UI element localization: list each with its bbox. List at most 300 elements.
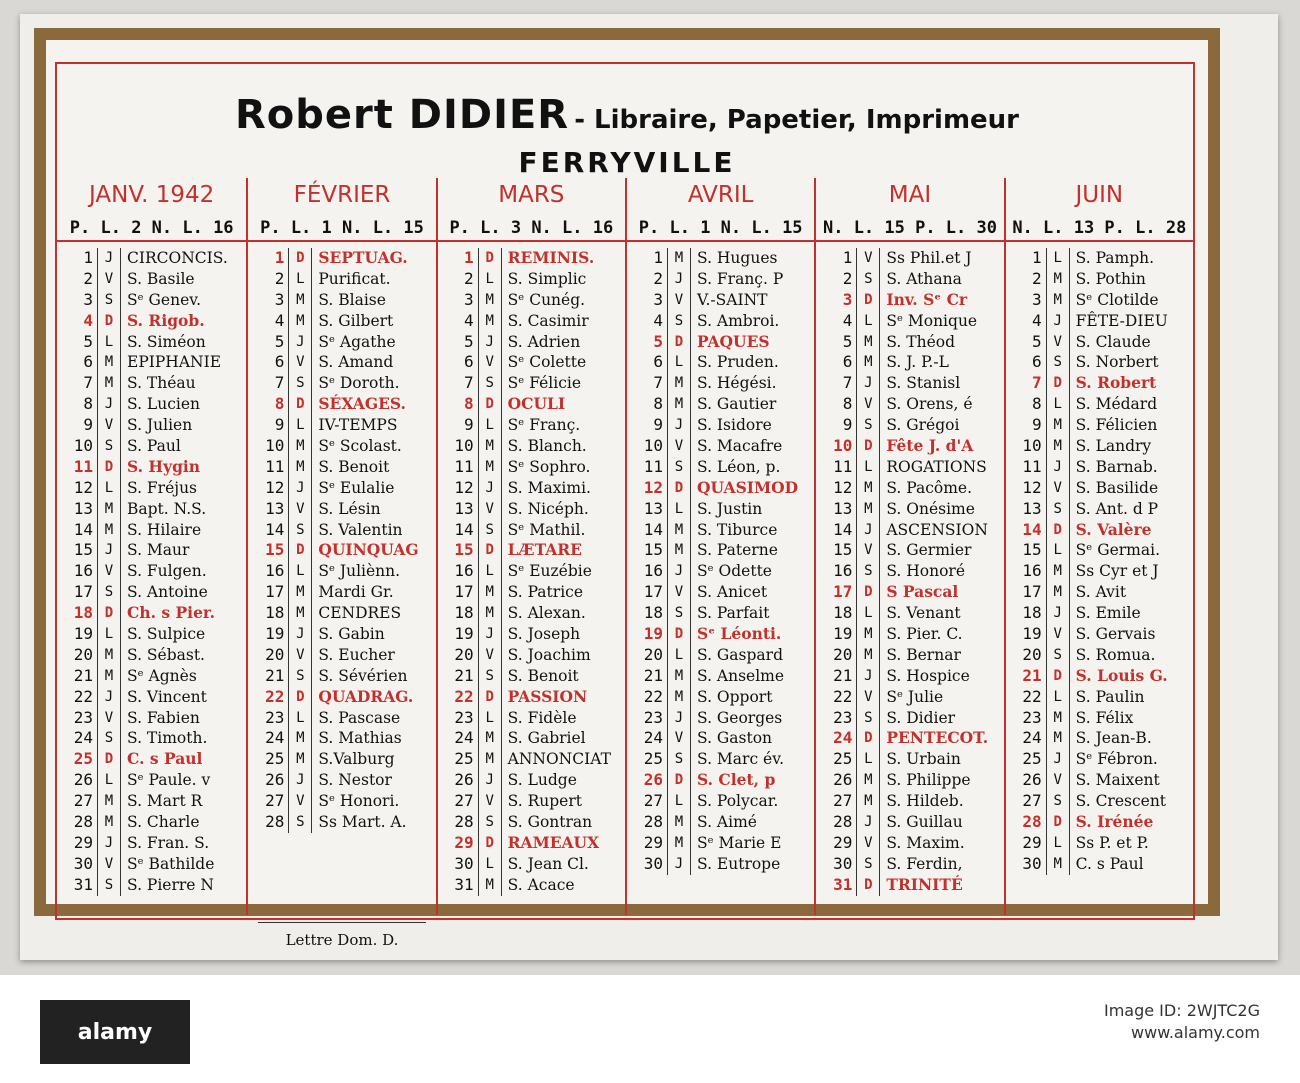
saint-name: S. Mathias <box>318 729 402 748</box>
month-column <box>436 178 625 915</box>
weekday-letter: M <box>97 499 121 520</box>
day-number: 12 <box>454 477 474 497</box>
day-number: 24 <box>73 728 93 748</box>
day-row <box>65 415 238 436</box>
saint-name: S. Honoré <box>886 562 965 581</box>
saint-name: S. Paul <box>127 437 181 456</box>
day-row <box>446 311 617 332</box>
weekday-letter: L <box>97 770 121 791</box>
day-number: 5 <box>464 331 474 351</box>
weekday-letter: J <box>97 540 121 561</box>
saint-name: S. Didier <box>886 708 956 727</box>
day-number: 15 <box>1022 540 1042 560</box>
day-number: 15 <box>833 540 853 560</box>
moon-phases: N. L. 15 P. L. 30 <box>816 216 1003 242</box>
saint-name: S. Philippe <box>886 771 971 790</box>
day-row <box>1014 520 1185 541</box>
day-number: 10 <box>73 436 93 456</box>
weekday-letter: D <box>97 603 121 624</box>
saint-name: S. Basilide <box>1075 478 1159 497</box>
day-row <box>65 290 238 311</box>
saint-name: S. Gaspard <box>697 645 783 664</box>
day-number: 6 <box>653 352 663 372</box>
saint-name: S. Sébast. <box>127 645 205 664</box>
day-number: 12 <box>833 477 853 497</box>
saint-name: S. Anselme <box>697 666 785 685</box>
weekday-letter: D <box>1046 666 1070 687</box>
weekday-letter: M <box>1046 728 1070 749</box>
saint-name: Sᵉ Paule. v <box>127 771 211 790</box>
weekday-letter: S <box>1046 791 1070 812</box>
day-row <box>635 854 806 875</box>
weekday-letter: M <box>97 666 121 687</box>
weekday-letter: V <box>478 499 502 520</box>
weekday-letter: M <box>856 352 880 373</box>
day-row <box>256 812 427 833</box>
day-number: 22 <box>73 686 93 706</box>
saint-name: SEPTUAG. <box>318 248 408 267</box>
day-row <box>824 394 995 415</box>
saint-name: S. Venant <box>886 604 961 623</box>
day-row <box>635 666 806 687</box>
saint-name: S. Basile <box>127 269 195 288</box>
day-row <box>65 311 238 332</box>
day-number: 12 <box>643 477 663 497</box>
saint-name: S. Nestor <box>318 771 392 790</box>
saint-name: S. Gervais <box>1075 625 1156 644</box>
saint-name: S. Valentin <box>318 520 403 539</box>
day-row <box>446 645 617 666</box>
day-row <box>824 582 995 603</box>
day-number: 24 <box>833 728 853 748</box>
city: FERRYVILLE <box>518 146 736 179</box>
month-title: MAI <box>888 182 932 208</box>
day-row <box>824 749 995 770</box>
day-number: 30 <box>73 853 93 873</box>
saint-name: S. Pothin <box>1075 269 1146 288</box>
weekday-letter: V <box>667 436 691 457</box>
weekday-letter: M <box>478 436 502 457</box>
saint-name: S. Blaise <box>318 290 386 309</box>
day-row <box>446 520 617 541</box>
day-row <box>824 373 995 394</box>
moon-phases: P. L. 2 N. L. 16 <box>57 216 246 242</box>
saint-name: S. Ant. d P <box>1075 499 1159 518</box>
day-number: 19 <box>454 624 474 644</box>
saint-name: S. Fréjus <box>127 478 197 497</box>
weekday-letter: S <box>1046 499 1070 520</box>
day-row <box>1014 269 1185 290</box>
day-number: 16 <box>1022 561 1042 581</box>
day-number: 7 <box>842 373 853 393</box>
day-number: 23 <box>1022 707 1042 727</box>
day-number: 21 <box>1022 665 1042 685</box>
day-row <box>824 415 995 436</box>
weekday-letter: V <box>288 645 312 666</box>
weekday-letter: S <box>288 520 312 541</box>
day-number: 9 <box>653 415 663 435</box>
day-row <box>1014 373 1185 394</box>
weekday-letter: M <box>97 520 121 541</box>
day-number: 16 <box>454 561 474 581</box>
day-row <box>1014 624 1185 645</box>
weekday-letter: V <box>1046 624 1070 645</box>
weekday-letter: M <box>1046 708 1070 729</box>
day-row <box>824 269 995 290</box>
weekday-letter: D <box>478 394 502 415</box>
weekday-letter: L <box>856 749 880 770</box>
day-number: 1 <box>464 248 474 267</box>
day-row <box>824 791 995 812</box>
saint-name: C. s Paul <box>1075 854 1144 873</box>
day-number: 5 <box>653 331 663 351</box>
day-row <box>256 624 427 645</box>
saint-name: S. Hygin <box>127 456 201 476</box>
weekday-letter: V <box>97 415 121 436</box>
day-row <box>1014 749 1185 770</box>
day-row <box>635 499 806 520</box>
day-row <box>824 833 995 854</box>
day-row <box>256 436 427 457</box>
day-number: 7 <box>274 373 285 393</box>
day-row <box>256 457 427 478</box>
day-number: 1 <box>842 248 853 267</box>
day-list <box>1014 248 1185 875</box>
weekday-letter: D <box>856 728 880 749</box>
day-number: 17 <box>454 582 474 602</box>
weekday-letter: V <box>667 582 691 603</box>
day-row <box>446 332 617 353</box>
weekday-letter: S <box>97 582 121 603</box>
day-row <box>446 875 617 896</box>
month-title: AVRIL <box>687 182 754 208</box>
day-row <box>1014 415 1185 436</box>
day-row <box>256 582 427 603</box>
weekday-letter: J <box>667 415 691 436</box>
saint-name: S. Opport <box>697 687 773 706</box>
weekday-letter: J <box>667 854 691 875</box>
day-row <box>446 436 617 457</box>
weekday-letter: S <box>478 373 502 394</box>
saint-name: Sᵉ Julie <box>886 687 944 706</box>
day-row <box>635 248 806 269</box>
day-row <box>65 352 238 373</box>
day-row <box>824 603 995 624</box>
saint-name: S. Ludge <box>507 771 577 790</box>
day-number: 3 <box>842 289 853 309</box>
day-row <box>256 708 427 729</box>
saint-name: Sᵉ Monique <box>886 311 978 330</box>
saint-name: S. Isidore <box>697 416 772 435</box>
saint-name: ANNONCIAT <box>507 750 611 769</box>
day-number: 2 <box>274 268 285 288</box>
day-number: 9 <box>83 415 93 435</box>
day-row <box>65 624 238 645</box>
weekday-letter: L <box>478 854 502 875</box>
day-number: 2 <box>83 268 93 288</box>
saint-name: S. Georges <box>697 708 783 727</box>
weekday-letter: S <box>667 603 691 624</box>
month-column <box>814 178 1003 915</box>
day-number: 18 <box>73 603 93 623</box>
day-row <box>635 311 806 332</box>
day-row <box>65 812 238 833</box>
weekday-letter: L <box>288 561 312 582</box>
day-row <box>635 290 806 311</box>
day-number: 8 <box>83 394 93 414</box>
saint-name: QUASIMOD <box>697 477 799 497</box>
weekday-letter: M <box>288 436 312 457</box>
day-row <box>446 540 617 561</box>
day-number: 22 <box>1022 686 1042 706</box>
weekday-letter: M <box>667 687 691 708</box>
day-number: 3 <box>653 289 663 309</box>
saint-name: S. Charle <box>127 813 200 832</box>
weekday-letter: M <box>856 791 880 812</box>
weekday-letter: L <box>478 415 502 436</box>
day-number: 20 <box>643 644 663 664</box>
weekday-letter: J <box>97 687 121 708</box>
weekday-letter: V <box>667 728 691 749</box>
day-row <box>256 394 427 415</box>
day-row <box>446 561 617 582</box>
weekday-letter: V <box>288 352 312 373</box>
saint-name: S. Benoit <box>318 457 390 476</box>
day-row <box>824 478 995 499</box>
moon-phases: N. L. 13 P. L. 28 <box>1006 216 1193 242</box>
day-number: 26 <box>1022 770 1042 790</box>
saint-name: S. Pruden. <box>697 353 779 372</box>
day-row <box>1014 311 1185 332</box>
day-row <box>256 540 427 561</box>
day-number: 28 <box>833 812 853 832</box>
day-number: 19 <box>833 624 853 644</box>
day-number: 20 <box>454 644 474 664</box>
saint-name: S. Paulin <box>1075 687 1145 706</box>
saint-name: S. Paterne <box>697 541 778 560</box>
header <box>57 92 1197 138</box>
day-number: 2 <box>1032 268 1042 288</box>
day-number: 9 <box>1032 415 1042 435</box>
day-number: 12 <box>73 477 93 497</box>
saint-name: S. Tiburce <box>697 520 778 539</box>
saint-name: S. Urbain <box>886 750 961 769</box>
weekday-letter: M <box>667 394 691 415</box>
day-row <box>1014 478 1185 499</box>
day-number: 1 <box>83 248 93 267</box>
day-row <box>1014 582 1185 603</box>
day-row <box>256 687 427 708</box>
saint-name: S. Rupert <box>507 792 582 811</box>
saint-name: S. Clet, p <box>697 770 776 790</box>
weekday-letter: V <box>478 645 502 666</box>
saint-name: S. Timoth. <box>127 729 208 748</box>
weekday-letter: M <box>856 499 880 520</box>
day-number: 12 <box>265 477 285 497</box>
weekday-letter: L <box>1046 540 1070 561</box>
day-row <box>1014 603 1185 624</box>
day-row <box>824 332 995 353</box>
saint-name: S. Franç. P <box>697 269 784 288</box>
saint-name: IV-TEMPS <box>318 416 398 435</box>
weekday-letter: J <box>667 708 691 729</box>
weekday-letter: D <box>478 833 502 854</box>
day-row <box>446 603 617 624</box>
weekday-letter: M <box>1046 290 1070 311</box>
weekday-letter: J <box>1046 603 1070 624</box>
day-row <box>446 582 617 603</box>
weekday-letter: S <box>478 520 502 541</box>
weekday-letter: M <box>97 812 121 833</box>
day-row <box>1014 290 1185 311</box>
day-number: 8 <box>274 394 285 414</box>
saint-name: RAMEAUX <box>507 832 600 852</box>
day-row <box>446 624 617 645</box>
saint-name: ASCENSION <box>886 520 988 539</box>
day-row <box>256 791 427 812</box>
saint-name: S. Antoine <box>127 583 208 602</box>
saint-name: S. J. P.-L <box>886 353 949 372</box>
weekday-letter: L <box>478 269 502 290</box>
day-number: 30 <box>454 853 474 873</box>
day-row <box>65 666 238 687</box>
day-row <box>824 561 995 582</box>
day-number: 15 <box>454 540 474 560</box>
day-number: 25 <box>454 749 474 769</box>
day-row <box>65 708 238 729</box>
saint-name: CIRCONCIS. <box>127 249 228 267</box>
day-number: 8 <box>1032 394 1042 414</box>
day-number: 17 <box>73 582 93 602</box>
saint-name: S. Pacôme. <box>886 478 973 497</box>
day-row <box>256 520 427 541</box>
weekday-letter: J <box>667 269 691 290</box>
day-number: 22 <box>454 686 474 706</box>
day-row <box>1014 352 1185 373</box>
weekday-letter: L <box>1046 394 1070 415</box>
day-row <box>65 373 238 394</box>
weekday-letter: M <box>1046 561 1070 582</box>
day-number: 22 <box>265 686 285 706</box>
weekday-letter: J <box>478 624 502 645</box>
day-row <box>824 457 995 478</box>
saint-name: S. Joachim <box>507 645 591 664</box>
day-number: 19 <box>265 624 285 644</box>
saint-name: Sᵉ Marie E <box>697 833 782 852</box>
day-number: 4 <box>83 310 93 330</box>
weekday-letter: M <box>478 290 502 311</box>
saint-name: Purificat. <box>318 269 391 288</box>
saint-name: S. Norbert <box>1075 353 1159 372</box>
saint-name: S. Louis G. <box>1075 665 1168 685</box>
weekday-letter: M <box>667 812 691 833</box>
saint-name: QUINQUAG <box>318 540 419 560</box>
day-row <box>1014 728 1185 749</box>
weekday-letter: M <box>288 603 312 624</box>
day-number: 18 <box>454 603 474 623</box>
day-number: 21 <box>643 665 663 685</box>
day-number: 21 <box>833 665 853 685</box>
day-row <box>635 373 806 394</box>
weekday-letter: V <box>478 352 502 373</box>
day-number: 19 <box>643 624 663 644</box>
saint-name: S. Benoit <box>507 666 579 685</box>
day-number: 18 <box>643 603 663 623</box>
day-row <box>446 269 617 290</box>
saint-name: S. Onésime <box>886 499 975 518</box>
saint-name: S. Gontran <box>507 813 593 832</box>
weekday-letter: M <box>856 645 880 666</box>
day-row <box>446 290 617 311</box>
day-number: 11 <box>73 456 93 476</box>
saint-name: V.-SAINT <box>697 290 768 309</box>
day-row <box>65 540 238 561</box>
weekday-letter: M <box>288 728 312 749</box>
weekday-letter: M <box>97 352 121 373</box>
day-row <box>65 645 238 666</box>
day-row <box>65 582 238 603</box>
weekday-letter: J <box>1046 749 1070 770</box>
weekday-letter: V <box>97 854 121 875</box>
day-number: 16 <box>73 561 93 581</box>
day-number: 1 <box>274 248 285 267</box>
day-row <box>635 269 806 290</box>
day-number: 11 <box>454 456 474 476</box>
weekday-letter: V <box>288 791 312 812</box>
weekday-letter: M <box>97 645 121 666</box>
day-row <box>65 749 238 770</box>
day-number: 1 <box>1032 248 1042 267</box>
day-number: 13 <box>1022 498 1042 518</box>
day-number: 13 <box>454 498 474 518</box>
day-number: 14 <box>833 519 853 539</box>
saint-name: S.Valburg <box>318 750 395 769</box>
weekday-letter: M <box>1046 436 1070 457</box>
day-row <box>65 499 238 520</box>
day-number: 3 <box>274 289 285 309</box>
saint-name: Sᵉ Mathil. <box>507 520 586 539</box>
day-number: 20 <box>265 644 285 664</box>
weekday-letter: J <box>288 624 312 645</box>
weekday-letter: D <box>97 749 121 770</box>
saint-name: Sᵉ Genev. <box>127 290 202 309</box>
day-row <box>635 770 806 791</box>
weekday-letter: M <box>1046 582 1070 603</box>
day-number: 27 <box>1022 791 1042 811</box>
day-row <box>824 708 995 729</box>
weekday-letter: S <box>856 415 880 436</box>
day-row <box>635 415 806 436</box>
weekday-letter: J <box>1046 457 1070 478</box>
day-row <box>65 854 238 875</box>
saint-name: Sᵉ Scolast. <box>318 437 402 456</box>
weekday-letter: L <box>856 603 880 624</box>
day-number: 28 <box>1022 812 1042 832</box>
day-number: 28 <box>643 812 663 832</box>
weekday-letter: V <box>856 833 880 854</box>
day-row <box>1014 394 1185 415</box>
day-number: 20 <box>1022 644 1042 664</box>
day-row <box>635 478 806 499</box>
day-row <box>256 248 427 269</box>
weekday-letter: D <box>856 582 880 603</box>
day-number: 20 <box>73 644 93 664</box>
day-row <box>446 708 617 729</box>
day-number: 14 <box>1022 519 1042 539</box>
month-title: JUIN <box>1075 182 1124 208</box>
weekday-letter: V <box>856 394 880 415</box>
saint-name: S. Aimé <box>697 813 757 832</box>
